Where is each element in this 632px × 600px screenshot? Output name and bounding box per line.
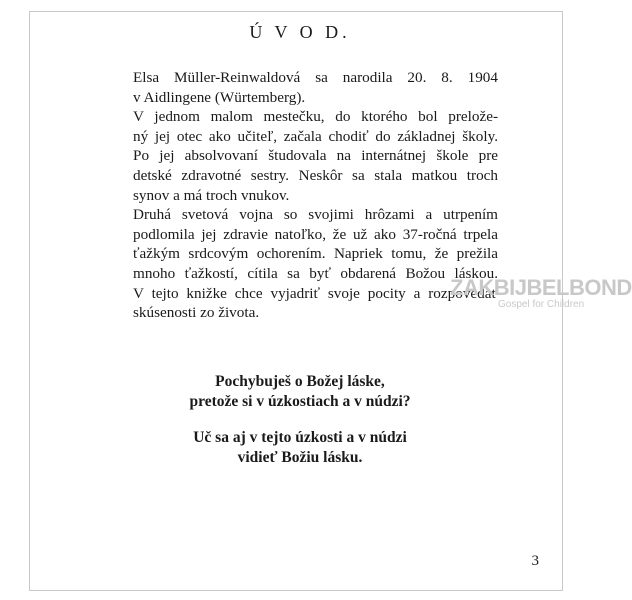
text-line: podlomila jej zdravie natoľko, že už ako 37-ročná trpela xyxy=(133,225,498,243)
text-line: synov a má troch vnukov. xyxy=(133,186,290,204)
text-line: V jednom malom mestečku, do ktorého bol prelože- xyxy=(133,108,498,126)
text-line: ný jej otec ako učiteľ, začala chodiť do základnej školy. xyxy=(133,127,498,145)
text-line: Elsa Müller-Reinwaldová sa narodila 20. 8. 1904 xyxy=(133,69,498,86)
text-line: mnoho ťažkostí, cítila sa byť obdarená Božou láskou. xyxy=(133,264,498,282)
text-line: Druhá svetová vojna so svojimi hrôzami a utrpením xyxy=(133,206,498,224)
chapter-title: Ú V O D. xyxy=(249,22,351,42)
quote-answer xyxy=(0,428,600,468)
body-text xyxy=(118,68,498,323)
paragraph-2 xyxy=(118,107,498,205)
text-line: detské zdravotné sestry. Neskôr sa stala matkou troch xyxy=(133,166,498,184)
paragraph-1 xyxy=(118,68,498,107)
text-line: V tejto knižke chce vyjadriť svoje pocity a rozpovedať xyxy=(133,284,498,302)
text-line: v Aidlingene (Würtemberg). xyxy=(133,88,306,106)
watermark-subtext: Gospel for Children xyxy=(498,299,585,310)
paragraph-3 xyxy=(118,205,498,323)
quote-line: Pochybuješ o Božej láske, xyxy=(215,373,385,390)
text-line: skúsenosti zo života. xyxy=(133,304,260,322)
quote-line: vidieť Božiu lásku. xyxy=(237,449,363,466)
quote-question xyxy=(0,372,600,412)
watermark-text: ZAKBIJBELBOND xyxy=(450,275,632,300)
page-number: 3 xyxy=(531,553,539,569)
watermark-logo xyxy=(450,275,632,310)
quote-line: Uč sa aj v tejto úzkosti a v núdzi xyxy=(193,429,407,446)
quote-line: pretože si v úzkostiach a v núdzi? xyxy=(189,393,411,410)
text-line: ťažkým srdcovým ochorením. Napriek tomu, že prežila xyxy=(133,245,498,263)
text-line: Po jej absolvovaní študovala na internátnej škole pre xyxy=(133,147,498,165)
